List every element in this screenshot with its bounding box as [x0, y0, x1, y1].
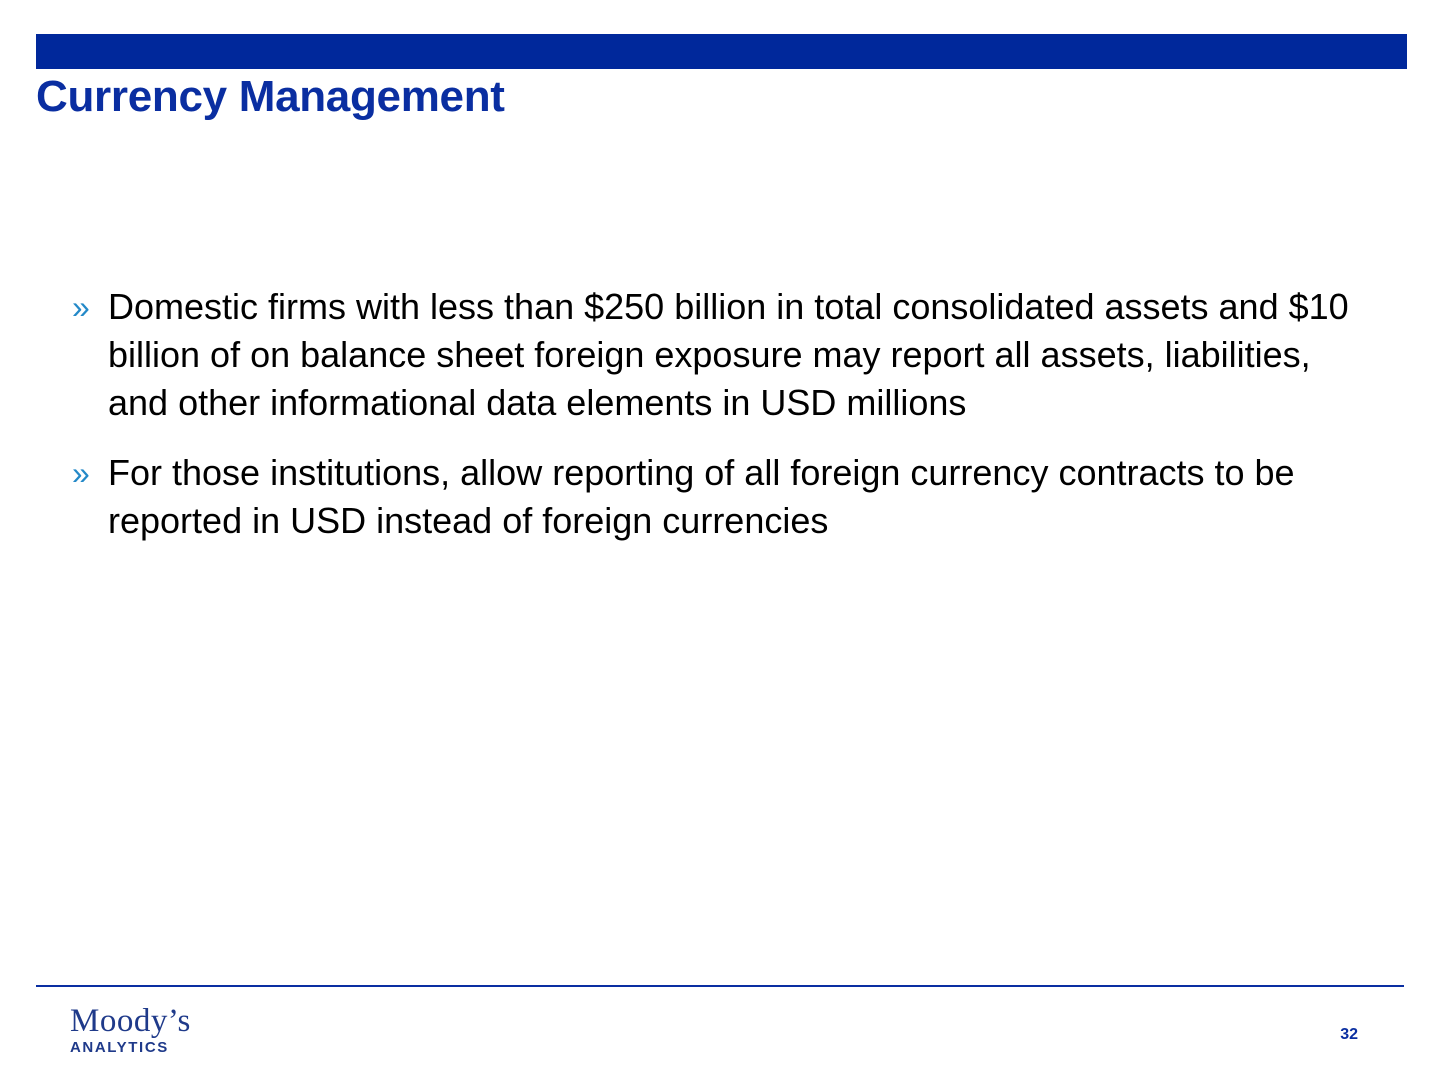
- bullet-item: [72, 283, 1362, 427]
- moodys-analytics-logo: [70, 1003, 191, 1056]
- bullet-item: [72, 449, 1362, 545]
- header-bar: [36, 34, 1407, 69]
- bullet-text: For those institutions, allow reporting of all foreign currency contracts to be reported in USD instead of foreign currencies: [108, 452, 1295, 541]
- bullet-text: Domestic firms with less than $250 billion in total consolidated assets and $10 billion of on balance sheet foreign exposure may report all assets, liabilities, and other informational data elements in USD millions: [108, 286, 1349, 423]
- slide-title: Currency Management: [36, 72, 505, 121]
- page-number: 32: [1340, 1026, 1358, 1043]
- bullet-marker-icon: »: [72, 289, 90, 325]
- bullet-marker-icon: »: [72, 455, 90, 491]
- footer-divider: [36, 985, 1404, 987]
- logo-subtitle: ANALYTICS: [70, 1039, 169, 1056]
- logo-wordmark: Moody’s: [70, 1003, 191, 1039]
- bullet-list: [72, 283, 1362, 567]
